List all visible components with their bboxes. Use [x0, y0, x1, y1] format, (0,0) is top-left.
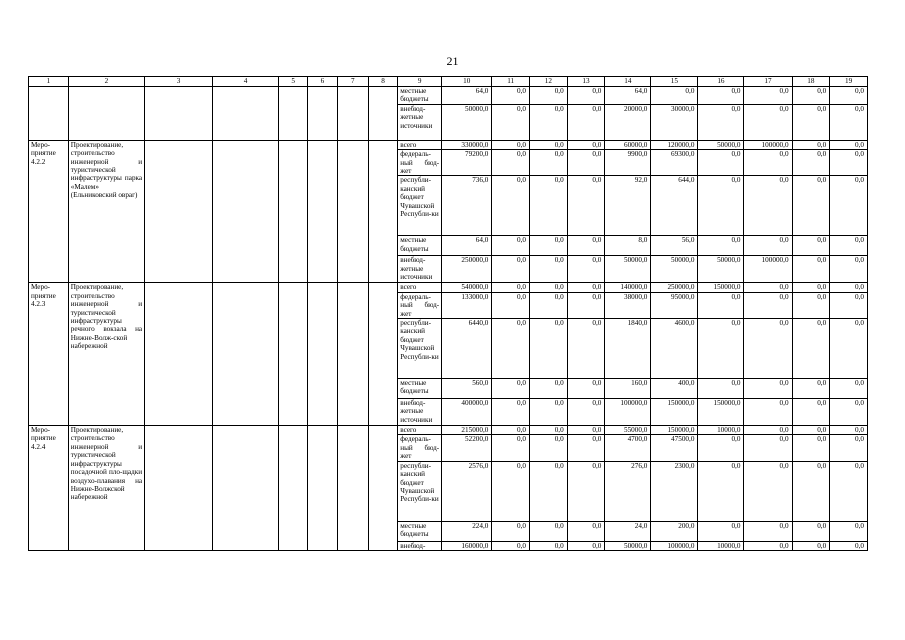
amount-cell: 55000,0 [605, 426, 651, 435]
empty-cell [279, 283, 308, 426]
amount-cell: 330000,0 [442, 140, 492, 149]
empty-cell [213, 140, 279, 283]
amount-cell: 0,0 [830, 104, 868, 140]
amount-cell: 0,0 [567, 435, 605, 461]
amount-cell: 0,0 [698, 176, 744, 236]
empty-cell [279, 426, 308, 551]
amount-cell: 250000,0 [651, 283, 698, 292]
amount-cell: 50000,0 [698, 256, 744, 283]
funding-source: местные бюджеты [398, 379, 442, 399]
amount-cell: 0,0 [530, 319, 568, 379]
measure-code [29, 87, 69, 141]
amount-cell: 0,0 [744, 87, 792, 105]
amount-cell: 276,0 [605, 461, 651, 521]
funding-source: местные бюджеты [398, 236, 442, 256]
funding-source: внебюд-жетные источники [398, 399, 442, 426]
amount-cell: 0,0 [530, 104, 568, 140]
header-cell: 9 [398, 77, 442, 87]
amount-cell: 0,0 [492, 379, 530, 399]
measure-name [68, 87, 144, 141]
header-cell: 17 [744, 77, 792, 87]
amount-cell: 644,0 [651, 176, 698, 236]
amount-cell: 100000,0 [605, 399, 651, 426]
funding-source: внебюд-жетные источники [398, 256, 442, 283]
funding-source: внебюд- [398, 541, 442, 550]
amount-cell: 0,0 [698, 87, 744, 105]
funding-source: федераль-ный бюд-жет [398, 435, 442, 461]
amount-cell: 6440,0 [442, 319, 492, 379]
amount-cell: 4600,0 [651, 319, 698, 379]
funding-source: всего [398, 283, 442, 292]
amount-cell: 0,0 [567, 236, 605, 256]
amount-cell: 0,0 [567, 292, 605, 318]
amount-cell: 0,0 [698, 292, 744, 318]
funding-source: республи-канский бюджет Чувашской Республи-ки [398, 176, 442, 236]
amount-cell: 224,0 [442, 521, 492, 541]
amount-cell: 0,0 [492, 521, 530, 541]
amount-cell: 64,0 [605, 87, 651, 105]
amount-cell: 0,0 [567, 319, 605, 379]
header-cell: 13 [567, 77, 605, 87]
amount-cell: 0,0 [567, 426, 605, 435]
empty-cell [337, 87, 368, 141]
amount-cell: 0,0 [792, 399, 830, 426]
amount-cell: 100000,0 [744, 256, 792, 283]
amount-cell: 0,0 [792, 176, 830, 236]
table-row [29, 87, 868, 105]
amount-cell: 92,0 [605, 176, 651, 236]
amount-cell: 0,0 [744, 292, 792, 318]
program-funding-table [28, 76, 868, 551]
amount-cell: 95000,0 [651, 292, 698, 318]
empty-cell [308, 426, 337, 551]
amount-cell: 0,0 [792, 292, 830, 318]
amount-cell: 0,0 [792, 87, 830, 105]
amount-cell: 0,0 [530, 379, 568, 399]
amount-cell: 0,0 [830, 283, 868, 292]
amount-cell: 1840,0 [605, 319, 651, 379]
amount-cell: 150000,0 [651, 426, 698, 435]
empty-cell [368, 283, 397, 426]
header-cell: 1 [29, 77, 69, 87]
empty-cell [308, 283, 337, 426]
amount-cell: 0,0 [530, 150, 568, 176]
amount-cell: 0,0 [492, 283, 530, 292]
table-row [29, 140, 868, 149]
funding-source: федераль-ный бюд-жет [398, 150, 442, 176]
amount-cell: 0,0 [492, 150, 530, 176]
amount-cell: 0,0 [567, 283, 605, 292]
amount-cell: 0,0 [530, 521, 568, 541]
amount-cell: 0,0 [530, 140, 568, 149]
header-cell: 11 [492, 77, 530, 87]
header-cell: 3 [145, 77, 213, 87]
amount-cell: 0,0 [492, 292, 530, 318]
amount-cell: 0,0 [744, 150, 792, 176]
amount-cell: 0,0 [744, 435, 792, 461]
funding-source: местные бюджеты [398, 521, 442, 541]
amount-cell: 540000,0 [442, 283, 492, 292]
amount-cell: 0,0 [492, 87, 530, 105]
empty-cell [368, 140, 397, 283]
measure-name: Проектирование, строительство инженерной и туристической инфраструктуры речного вокзала на Нижне-Волж-ской набережной [68, 283, 144, 426]
amount-cell: 10000,0 [698, 426, 744, 435]
amount-cell: 250000,0 [442, 256, 492, 283]
amount-cell: 20000,0 [605, 104, 651, 140]
amount-cell: 56,0 [651, 236, 698, 256]
amount-cell: 0,0 [567, 541, 605, 550]
amount-cell: 133000,0 [442, 292, 492, 318]
amount-cell: 0,0 [744, 283, 792, 292]
amount-cell: 47500,0 [651, 435, 698, 461]
amount-cell: 0,0 [830, 541, 868, 550]
funding-source: всего [398, 140, 442, 149]
amount-cell: 560,0 [442, 379, 492, 399]
empty-cell [368, 87, 397, 141]
amount-cell: 0,0 [492, 541, 530, 550]
empty-cell [145, 87, 213, 141]
amount-cell: 38000,0 [605, 292, 651, 318]
amount-cell: 52200,0 [442, 435, 492, 461]
amount-cell: 64,0 [442, 236, 492, 256]
amount-cell: 0,0 [830, 236, 868, 256]
amount-cell: 0,0 [530, 435, 568, 461]
amount-cell: 0,0 [567, 104, 605, 140]
amount-cell: 0,0 [792, 256, 830, 283]
header-row [29, 77, 868, 87]
amount-cell: 24,0 [605, 521, 651, 541]
amount-cell: 2576,0 [442, 461, 492, 521]
header-cell: 5 [279, 77, 308, 87]
amount-cell: 0,0 [492, 104, 530, 140]
amount-cell: 0,0 [492, 399, 530, 426]
amount-cell: 0,0 [830, 140, 868, 149]
amount-cell: 50000,0 [442, 104, 492, 140]
amount-cell: 0,0 [744, 461, 792, 521]
empty-cell [308, 140, 337, 283]
amount-cell: 0,0 [698, 104, 744, 140]
amount-cell: 215000,0 [442, 426, 492, 435]
amount-cell: 0,0 [530, 461, 568, 521]
amount-cell: 0,0 [530, 256, 568, 283]
funding-source: республи-канский бюджет Чувашской Республи-ки [398, 319, 442, 379]
amount-cell: 120000,0 [651, 140, 698, 149]
header-cell: 8 [368, 77, 397, 87]
funding-source: внебюд-жетные источники [398, 104, 442, 140]
amount-cell: 0,0 [698, 435, 744, 461]
header-cell: 10 [442, 77, 492, 87]
amount-cell: 0,0 [530, 236, 568, 256]
amount-cell: 0,0 [792, 236, 830, 256]
amount-cell: 69300,0 [651, 150, 698, 176]
amount-cell: 2300,0 [651, 461, 698, 521]
empty-cell [213, 426, 279, 551]
amount-cell: 150000,0 [698, 283, 744, 292]
amount-cell: 0,0 [492, 426, 530, 435]
amount-cell: 8,0 [605, 236, 651, 256]
amount-cell: 0,0 [792, 283, 830, 292]
empty-cell [368, 426, 397, 551]
empty-cell [145, 283, 213, 426]
amount-cell: 0,0 [744, 319, 792, 379]
header-cell: 16 [698, 77, 744, 87]
amount-cell: 0,0 [492, 319, 530, 379]
empty-cell [337, 140, 368, 283]
amount-cell: 0,0 [792, 521, 830, 541]
empty-cell [213, 87, 279, 141]
funding-source: федераль-ный бюд-жет [398, 292, 442, 318]
amount-cell: 0,0 [567, 176, 605, 236]
empty-cell [279, 87, 308, 141]
amount-cell: 0,0 [744, 399, 792, 426]
amount-cell: 0,0 [792, 461, 830, 521]
amount-cell: 0,0 [567, 87, 605, 105]
amount-cell: 100000,0 [651, 541, 698, 550]
amount-cell: 400,0 [651, 379, 698, 399]
table-row [29, 426, 868, 435]
amount-cell: 0,0 [744, 379, 792, 399]
header-cell: 19 [830, 77, 868, 87]
header-cell: 18 [792, 77, 830, 87]
amount-cell: 60000,0 [605, 140, 651, 149]
amount-cell: 0,0 [530, 292, 568, 318]
amount-cell: 150000,0 [651, 399, 698, 426]
page-number: 21 [446, 54, 459, 68]
amount-cell: 0,0 [830, 426, 868, 435]
funding-source: всего [398, 426, 442, 435]
amount-cell: 0,0 [830, 379, 868, 399]
amount-cell: 0,0 [744, 176, 792, 236]
amount-cell: 0,0 [830, 87, 868, 105]
amount-cell: 0,0 [530, 283, 568, 292]
amount-cell: 160000,0 [442, 541, 492, 550]
empty-cell [337, 283, 368, 426]
amount-cell: 0,0 [530, 541, 568, 550]
amount-cell: 0,0 [792, 379, 830, 399]
amount-cell: 0,0 [698, 461, 744, 521]
amount-cell: 0,0 [567, 150, 605, 176]
amount-cell: 0,0 [567, 256, 605, 283]
amount-cell: 0,0 [492, 435, 530, 461]
amount-cell: 0,0 [530, 176, 568, 236]
measure-name: Проектирование, строительство инженерной и туристической инфраструктуры посадочной пло-щадки воздухо-плавания на Нижне-Волжской набережной [68, 426, 144, 551]
amount-cell: 0,0 [492, 236, 530, 256]
amount-cell: 0,0 [830, 399, 868, 426]
amount-cell: 0,0 [492, 176, 530, 236]
amount-cell: 0,0 [830, 292, 868, 318]
amount-cell: 400000,0 [442, 399, 492, 426]
amount-cell: 0,0 [792, 435, 830, 461]
empty-cell [145, 426, 213, 551]
amount-cell: 0,0 [492, 461, 530, 521]
amount-cell: 200,0 [651, 521, 698, 541]
amount-cell: 0,0 [698, 379, 744, 399]
amount-cell: 0,0 [792, 140, 830, 149]
header-cell: 6 [308, 77, 337, 87]
amount-cell: 0,0 [698, 319, 744, 379]
amount-cell: 0,0 [792, 319, 830, 379]
amount-cell: 0,0 [567, 521, 605, 541]
amount-cell: 100000,0 [744, 140, 792, 149]
amount-cell: 10000,0 [698, 541, 744, 550]
amount-cell: 30000,0 [651, 104, 698, 140]
header-cell: 15 [651, 77, 698, 87]
amount-cell: 79200,0 [442, 150, 492, 176]
empty-cell [213, 283, 279, 426]
amount-cell: 50000,0 [605, 256, 651, 283]
amount-cell: 0,0 [744, 236, 792, 256]
amount-cell: 0,0 [830, 150, 868, 176]
amount-cell: 0,0 [567, 461, 605, 521]
amount-cell: 0,0 [567, 379, 605, 399]
amount-cell: 0,0 [830, 319, 868, 379]
empty-cell [145, 140, 213, 283]
amount-cell: 150000,0 [698, 399, 744, 426]
amount-cell: 0,0 [530, 87, 568, 105]
measure-code: Меро-приятие 4.2.3 [29, 283, 69, 426]
amount-cell: 140000,0 [605, 283, 651, 292]
header-cell: 14 [605, 77, 651, 87]
amount-cell: 0,0 [651, 87, 698, 105]
amount-cell: 4700,0 [605, 435, 651, 461]
amount-cell: 0,0 [698, 236, 744, 256]
header-cell: 2 [68, 77, 144, 87]
header-cell: 7 [337, 77, 368, 87]
measure-code: Меро-приятие 4.2.4 [29, 426, 69, 551]
measure-name: Проектирование, строительство инженерной и туристической инфраструктуры парка «Малем» (Ельниковский овраг) [68, 140, 144, 283]
amount-cell: 0,0 [792, 104, 830, 140]
amount-cell: 0,0 [567, 140, 605, 149]
amount-cell: 0,0 [530, 399, 568, 426]
empty-cell [308, 87, 337, 141]
funding-source: республи-канский бюджет Чувашской Республи-ки [398, 461, 442, 521]
amount-cell: 64,0 [442, 87, 492, 105]
amount-cell: 0,0 [830, 461, 868, 521]
amount-cell: 0,0 [492, 256, 530, 283]
amount-cell: 0,0 [744, 104, 792, 140]
amount-cell: 0,0 [830, 176, 868, 236]
amount-cell: 0,0 [792, 426, 830, 435]
amount-cell: 0,0 [830, 256, 868, 283]
amount-cell: 0,0 [830, 521, 868, 541]
table-row [29, 283, 868, 292]
empty-cell [279, 140, 308, 283]
amount-cell: 0,0 [744, 521, 792, 541]
amount-cell: 0,0 [792, 541, 830, 550]
amount-cell: 0,0 [744, 541, 792, 550]
empty-cell [337, 426, 368, 551]
amount-cell: 0,0 [744, 426, 792, 435]
amount-cell: 736,0 [442, 176, 492, 236]
amount-cell: 50000,0 [605, 541, 651, 550]
amount-cell: 0,0 [698, 521, 744, 541]
amount-cell: 0,0 [530, 426, 568, 435]
header-cell: 12 [530, 77, 568, 87]
amount-cell: 160,0 [605, 379, 651, 399]
amount-cell: 50000,0 [651, 256, 698, 283]
amount-cell: 0,0 [792, 150, 830, 176]
amount-cell: 0,0 [492, 140, 530, 149]
amount-cell: 9900,0 [605, 150, 651, 176]
amount-cell: 50000,0 [698, 140, 744, 149]
amount-cell: 0,0 [567, 399, 605, 426]
funding-source: местные бюджеты [398, 87, 442, 105]
measure-code: Меро-приятие 4.2.2 [29, 140, 69, 283]
amount-cell: 0,0 [698, 150, 744, 176]
amount-cell: 0,0 [830, 435, 868, 461]
header-cell: 4 [213, 77, 279, 87]
